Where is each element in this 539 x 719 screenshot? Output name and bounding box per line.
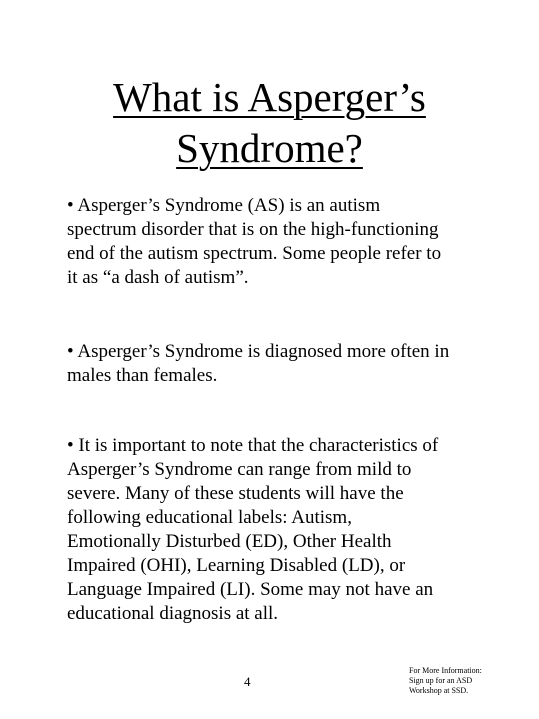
title-line-1: What is Asperger’s xyxy=(113,74,426,120)
text-line: • Asperger’s Syndrome is diagnosed more often in xyxy=(67,341,450,362)
bullet-paragraph-3 xyxy=(67,434,487,626)
text-line: • Asperger’s Syndrome (AS) is an autism xyxy=(67,195,381,216)
bullet-paragraph-2 xyxy=(67,340,487,388)
bullet-paragraph-1 xyxy=(67,194,487,290)
text-line: it as “a dash of autism”. xyxy=(67,267,249,288)
text-line: end of the autism spectrum. Some people refer to xyxy=(67,243,442,264)
footer-info-note xyxy=(409,666,529,696)
text-line: spectrum disorder that is on the high-functioning xyxy=(67,219,439,240)
page-title xyxy=(0,72,539,174)
text-line: Asperger’s Syndrome can range from mild to xyxy=(67,459,412,480)
text-line: males than females. xyxy=(67,365,218,386)
footer-note-line: Sign up for an ASD xyxy=(409,676,473,685)
text-line: Emotionally Disturbed (ED), Other Health xyxy=(67,531,392,552)
page-number: 4 xyxy=(244,674,251,689)
text-line: Language Impaired (LI). Some may not have an xyxy=(67,579,434,600)
text-line: Impaired (OHI), Learning Disabled (LD), or xyxy=(67,555,406,576)
title-line-2: Syndrome? xyxy=(176,125,363,171)
text-line: educational diagnosis at all. xyxy=(67,603,279,624)
text-line: following educational labels: Autism, xyxy=(67,507,352,528)
footer-note-line: For More Information: xyxy=(409,666,482,675)
text-line: • It is important to note that the characteristics of xyxy=(67,435,439,456)
footer-note-line: Workshop at SSD. xyxy=(409,686,469,695)
text-line: severe. Many of these students will have the xyxy=(67,483,404,504)
